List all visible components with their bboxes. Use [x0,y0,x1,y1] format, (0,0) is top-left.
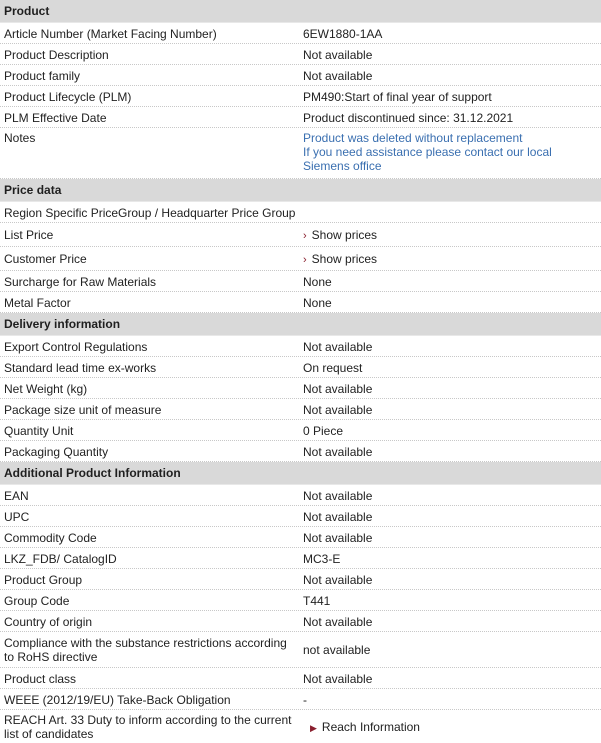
row-label: Region Specific PriceGroup / Headquarter Price Group [4,205,296,220]
table-row [0,357,601,378]
row-value: None [303,274,332,289]
table-row [0,569,601,590]
table-row [0,632,601,668]
table-row [0,202,601,223]
table-row [0,86,601,107]
row-value: - [303,692,307,707]
row-label: Commodity Code [4,530,97,545]
row-value: Not available [303,614,373,629]
row-label: Product class [4,671,77,686]
row-value: Not available [303,444,373,459]
row-value: Not available [303,509,373,524]
note-line: Siemens office [303,159,382,173]
table-row [0,23,601,44]
chevron-right-icon: › [303,254,307,266]
table-row [0,44,601,65]
row-value: Not available [303,402,373,417]
row-label: REACH Art. 33 Duty to inform according to the current list of candidates [4,713,292,741]
row-value: None [303,295,332,310]
table-row [0,710,601,743]
table-row [0,271,601,292]
row-value: Not available [303,530,373,545]
table-row [0,247,601,271]
table-row [0,611,601,632]
row-label: Standard lead time ex-works [4,360,157,375]
row-label: UPC [4,509,30,524]
row-label: WEEE (2012/19/EU) Take-Back Obligation [4,692,231,707]
table-row [0,441,601,462]
reach-information-link[interactable] [296,717,601,736]
triangle-right-icon: ▶ [310,723,317,733]
table-row [0,506,601,527]
table-row [0,590,601,611]
row-label: PLM Effective Date [4,110,107,125]
table-row [0,689,601,710]
row-label: Compliance with the substance restrictions according to RoHS directive [4,636,287,664]
row-label: EAN [4,488,29,503]
table-row-notes [0,128,601,179]
section-header-price-data: Price data [0,179,601,202]
row-value: Not available [303,572,373,587]
row-value: Not available [303,47,373,62]
reach-information-label[interactable]: Reach Information [321,720,420,734]
row-label: Product Group [4,572,83,587]
row-label: Product Lifecycle (PLM) [4,89,132,104]
row-value: Not available [303,488,373,503]
row-label: Notes [4,131,36,145]
row-label: Surcharge for Raw Materials [4,274,157,289]
row-value: Not available [303,339,373,354]
row-label: Customer Price [4,252,87,266]
row-value: Not available [303,381,373,396]
chevron-right-icon: › [303,230,307,242]
row-label: Article Number (Market Facing Number) [4,26,217,41]
row-value: PM490:Start of final year of support [303,89,492,104]
row-value: T441 [303,593,331,608]
row-label: Net Weight (kg) [4,381,88,396]
row-label: Metal Factor [4,295,71,310]
table-row [0,336,601,357]
row-label: Package size unit of measure [4,402,162,417]
note-line: Product was deleted without replacement [303,131,523,145]
row-value: not available [303,643,371,657]
table-row [0,527,601,548]
row-value: Product discontinued since: 31.12.2021 [303,110,514,125]
section-header-additional-info: Additional Product Information [0,462,601,485]
row-value: 6EW1880-1AA [303,26,383,41]
row-label: List Price [4,228,54,242]
row-label: Group Code [4,593,70,608]
customer-price-link[interactable] [296,249,601,268]
note-line: If you need assistance please contact our local [303,145,552,159]
table-row [0,378,601,399]
row-value: Not available [303,68,373,83]
table-row [0,223,601,247]
show-prices-link[interactable]: Show prices [311,252,378,266]
row-label: Packaging Quantity [4,444,109,459]
row-label: Quantity Unit [4,423,74,438]
row-value: 0 Piece [303,423,344,438]
row-label: Product Description [4,47,109,62]
table-row [0,292,601,313]
table-row [0,65,601,86]
show-prices-link[interactable]: Show prices [311,228,378,242]
table-row [0,485,601,506]
table-row [0,420,601,441]
row-label: LKZ_FDB/ CatalogID [4,551,117,566]
row-label: Country of origin [4,614,93,629]
row-label: Product family [4,68,81,83]
section-header-product: Product [0,0,601,23]
list-price-link[interactable] [296,225,601,244]
table-row [0,107,601,128]
table-row [0,668,601,689]
table-row [0,548,601,569]
section-header-delivery: Delivery information [0,313,601,336]
row-value: Not available [303,671,373,686]
row-label: Export Control Regulations [4,339,148,354]
row-value: On request [303,360,363,375]
table-row [0,399,601,420]
notes-value [296,128,601,178]
row-value: MC3-E [303,551,341,566]
